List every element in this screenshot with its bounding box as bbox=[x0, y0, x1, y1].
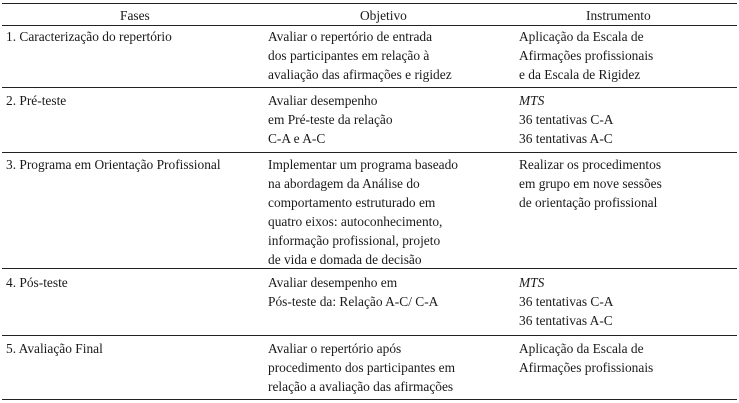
row-5-objetivo: Avaliar o repertório após procedimento dos participantes em relação a avaliação das afirmações bbox=[268, 341, 456, 394]
row-1-objetivo: Avaliar o repertório de entrada dos participantes em relação à avaliação das afirmações e rigidez bbox=[268, 29, 452, 82]
row-divider-1 bbox=[2, 87, 737, 88]
row-2-instrumento: MTS 36 tentativas C-A 36 tentativas A-C bbox=[519, 93, 614, 146]
row-5-fase: 5. Avaliação Final bbox=[6, 341, 103, 356]
header-instrumento: Instrumento bbox=[586, 8, 651, 23]
row-1-fase: 1. Caracterização do repertório bbox=[6, 29, 172, 44]
row-1-instrumento: Aplicação da Escala de Afirmações profissionais e da Escala de Rigidez bbox=[519, 29, 654, 82]
header-fases: Fases bbox=[120, 8, 150, 23]
row-4-instrumento: MTS 36 tentativas C-A 36 tentativas A-C bbox=[519, 275, 614, 328]
row-4-objetivo: Avaliar desempenho em Pós-teste da: Relação A-C/ C-A bbox=[268, 275, 439, 309]
row-divider-2 bbox=[2, 152, 737, 153]
row-divider-4 bbox=[2, 335, 737, 336]
header-objetivo: Objetivo bbox=[360, 8, 407, 23]
header-rule bbox=[2, 25, 737, 26]
row-4-fase: 4. Pós-teste bbox=[6, 275, 68, 290]
top-rule bbox=[2, 3, 737, 4]
row-2-objetivo: Avaliar desempenho em Pré-teste da relação C-A e A-C bbox=[268, 93, 393, 146]
row-3-instrumento: Realizar os procedimentos em grupo em nove sessões de orientação profissional bbox=[519, 157, 662, 210]
row-3-fase: 3. Programa em Orientação Profissional bbox=[6, 157, 221, 172]
bottom-rule bbox=[2, 399, 737, 400]
row-5-instrumento: Aplicação da Escala de Afirmações profissionais bbox=[519, 341, 654, 375]
row-3-objetivo: Implementar um programa baseado na abordagem da Análise do comportamento estruturado em quatro eixos: autoconhecimento, informação profissional, projeto de vida e domada de decisão bbox=[268, 157, 458, 267]
row-2-fase: 2. Pré-teste bbox=[6, 93, 67, 108]
